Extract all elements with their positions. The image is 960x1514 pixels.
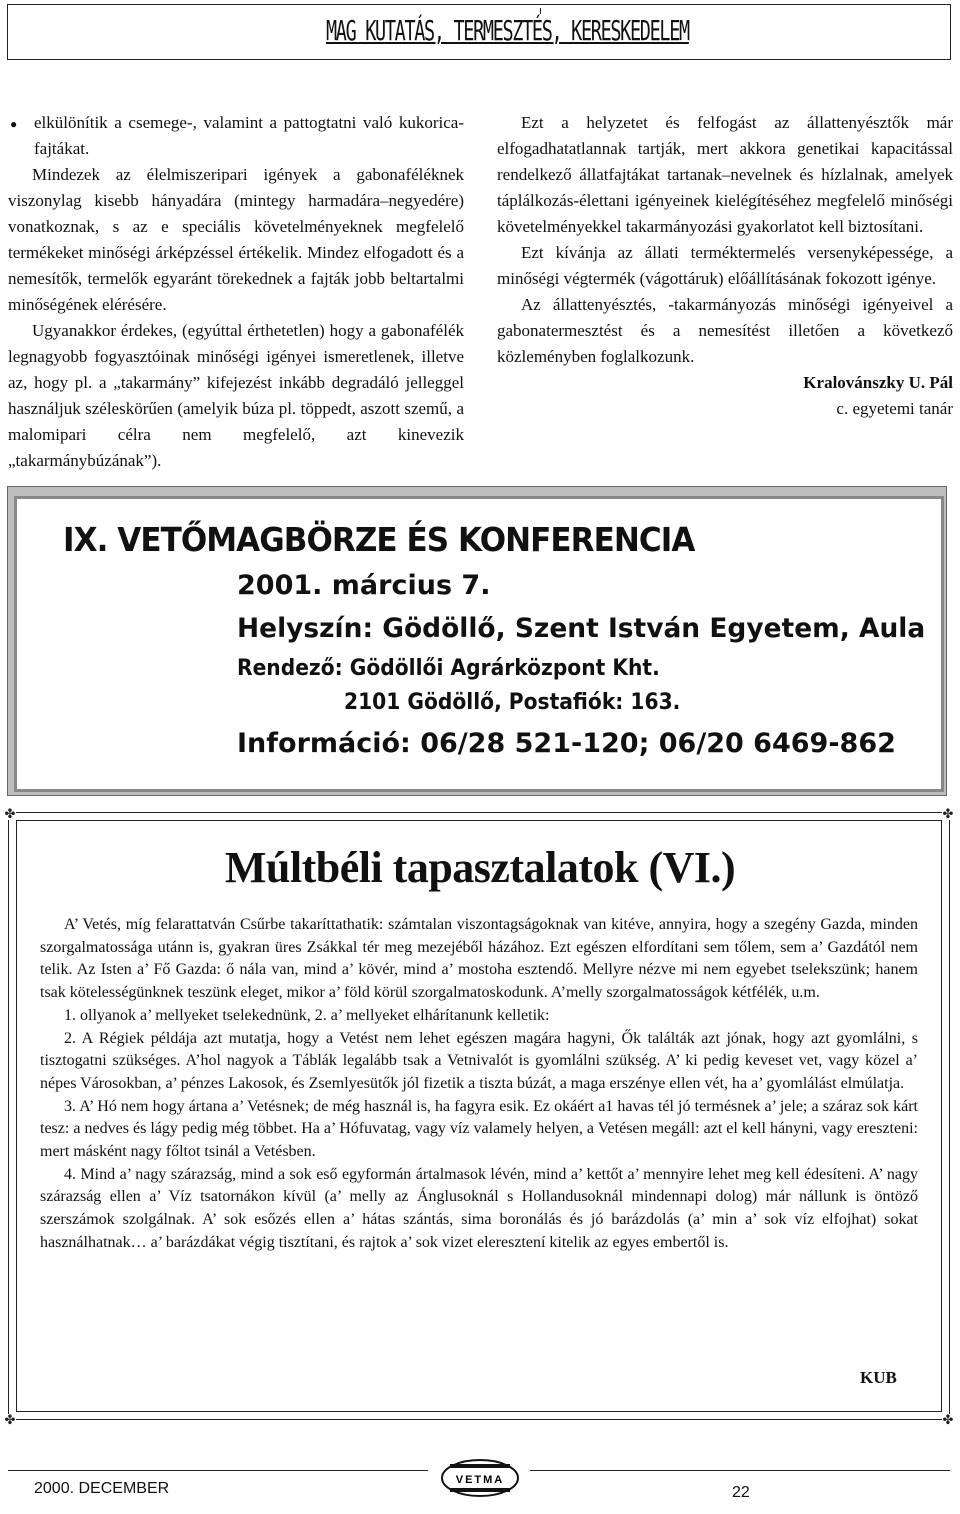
- paragraph: A’ Vetés, míg felarattatván Csűrbe takaríttathatik: számtalan viszontagságoknak van kitéve, annyira, hogy a szegény Gazda, minden szorgalmatossága utánn is, gyakran üres Zsákkal tér meg mezejéből házához. Ezt egészen elfordítani sem tőlem, sem a’ Gazdától nem telik. Az Isten a’ Fő Gazda: ő nála van, mind a’ kövér, mind a’ mostoha esztendő. Mellyre nézve mi nem egyebet tselekszünk; hanem tsak kötelességünknek teszünk eleget, mikor a’ föld körül szorgalmatoskodunk. A’melly szorgalmatosságok kétfélék, u.m.: [40, 916, 918, 1002]
- paragraph: 3. A’ Hó nem hogy ártana a’ Vetésnek; de még használ is, ha fagyra esik. Ez okáért a1 havas tél jó termésnek a’ jele; a száraz sok kárt tesz: a nedves és lágy pedig még többet. Ha a’ Hófuvatag, vagy víz valamely helyen, a Vetésen megáll: azt el kell hányni, vagy ereszteni: mert másként nagy főltot tsinál a Vetésben.: [40, 1097, 918, 1161]
- article-title: Múltbéli tapasztalatok (VI.): [224, 843, 736, 892]
- corner-ornament-icon: ✤: [4, 1412, 16, 1427]
- header-title: MAG KUTATÁS, TERMESZTÉS, KERESKEDELEM: [326, 14, 603, 58]
- article-body: [40, 914, 918, 1255]
- paragraph: 1. ollyanok a’ mellyeket tselekednünk, 2. a’ mellyeket elhárítanunk kelletik:: [64, 1006, 550, 1024]
- left-column: [8, 110, 464, 474]
- advert-title: IX. VETŐMAGBÖRZE ÉS KONFERENCIA: [63, 520, 695, 559]
- paragraph: Ezt a helyzetet és felfogást az állattenyésztők már elfogadhatatlannak tartják, mert akkora genetikai kapacitással rendelkező állatfajtákat tartanak–nevelnek és hízlalnak, amelyek táplálkozás-élettani igényeinek kielégítéséhez megfelelő minőségi követelményekkel takarmányozási gyakorlatot kell biztosítani.: [497, 113, 953, 236]
- article-signature: KUB: [860, 1368, 897, 1387]
- paragraph: Ugyanakkor érdekes, (egyúttal érthetetlen) hogy a gabonafélék legnagyobb fogyasztóinak minőségi igényei ismeretlenek, illetve az, hogy pl. a „takarmány” kifejezést inkább degradáló jelleggel használjuk széleskörűen (amelyik búza pl. töppedt, aszott szemű, a malomipari célra nem megfelelő, azt kinevezik „takarmánybúzának”).: [8, 321, 464, 470]
- right-column: [497, 110, 953, 422]
- paragraph: Az állattenyésztés, -takarmányozás minőségi igényeivel a gabonatermesztést és a nemesítést illetően a következő közleményben foglalkozunk.: [497, 295, 953, 366]
- paragraph: Mindezek az élelmiszeripari igények a gabonaféléknek viszonylag kisebb hányadára (mintegy harmadára–negyedére) vonatkoznak, s az e speciális követelményeknek megfelelő termékeket minőségi árképzéssel értékelik. Mindez elfogadott és a nemesítők, termelők egyaránt törekednek a fajták jobb beltartalmi minőségének elérésére.: [8, 165, 464, 314]
- footer-rule-right: [530, 1470, 950, 1471]
- author-name: Kralovánszky U. Pál: [803, 373, 953, 392]
- paragraph: Ezt kívánja az állati terméktermelés versenyképessége, a minőségi végtermék (vágottáruk) előállításának fokozott igénye.: [497, 243, 953, 288]
- advert-date: 2001. március 7.: [237, 570, 491, 601]
- corner-ornament-icon: ✤: [942, 806, 954, 821]
- advert-info: Információ: 06/28 521-120; 06/20 6469-862: [237, 728, 896, 759]
- advert-venue: Helyszín: Gödöllő, Szent István Egyetem, Aula: [237, 613, 926, 644]
- author-role: c. egyetemi tanár: [836, 399, 953, 418]
- advert-address: 2101 Gödöllő, Postafiók: 163.: [344, 690, 681, 715]
- footer-date: 2000. DECEMBER: [34, 1480, 170, 1497]
- bullet-icon: ●: [10, 117, 18, 131]
- corner-ornament-icon: ✤: [942, 1412, 954, 1427]
- advert-organizer: Rendező: Gödöllői Agrárközpont Kht.: [237, 656, 660, 681]
- footer-rule-left: [8, 1470, 428, 1471]
- svg-text:VETMA: VETMA: [455, 1474, 505, 1486]
- vetma-logo-icon: [440, 1458, 520, 1498]
- page-number: 22: [732, 1484, 750, 1501]
- corner-ornament-icon: ✤: [4, 806, 16, 821]
- bullet-item: ● elkülönítik a csemege-, valamint a pattogtatni való kukorica-fajtákat.: [10, 113, 464, 158]
- paragraph: 2. A Régiek példája azt mutatja, hogy a Vetést nem lehet egészen magára hagyni, Ők találták azt jónak, hogy azt gyomlálni, s tisztogatni szükséges. A’hol nagyok a Táblák legalább tsak a Vetnivalót is gyomlálni szükség. A’ ki pedig keveset vet, vagy közel a’ népes Városokban, a’ pénzes Lakosok, és Zsemlyesütők jól fizetik a tiszta búzát, a maga erszénye ellen vét, ha a’ gyomlálást elmúlatja.: [40, 1029, 918, 1092]
- paragraph: 4. Mind a’ nagy szárazság, mind a sok eső egyformán ártalmasok lévén, mind a’ kettőt a’ mennyire lehet meg kell édesíteni. A’ nagy szárazság ellen a’ Víz tsatornákon kívül (a’ melly az Ánglusoknál s Hollandusoknál mindennapi dolog) már nállunk is öntöző szerszámok szolgálnak. A’ sok esőzés ellen a’ hátas szántás, sima boronálás és jó barázdolás (a’ min a’ sok víz elfojhat) sokat használhatnak… a’ barázdákat végig tisztítani, és rajtok a’ sok vizet eleresztení kitelik az egyes embertől is.: [40, 1165, 918, 1251]
